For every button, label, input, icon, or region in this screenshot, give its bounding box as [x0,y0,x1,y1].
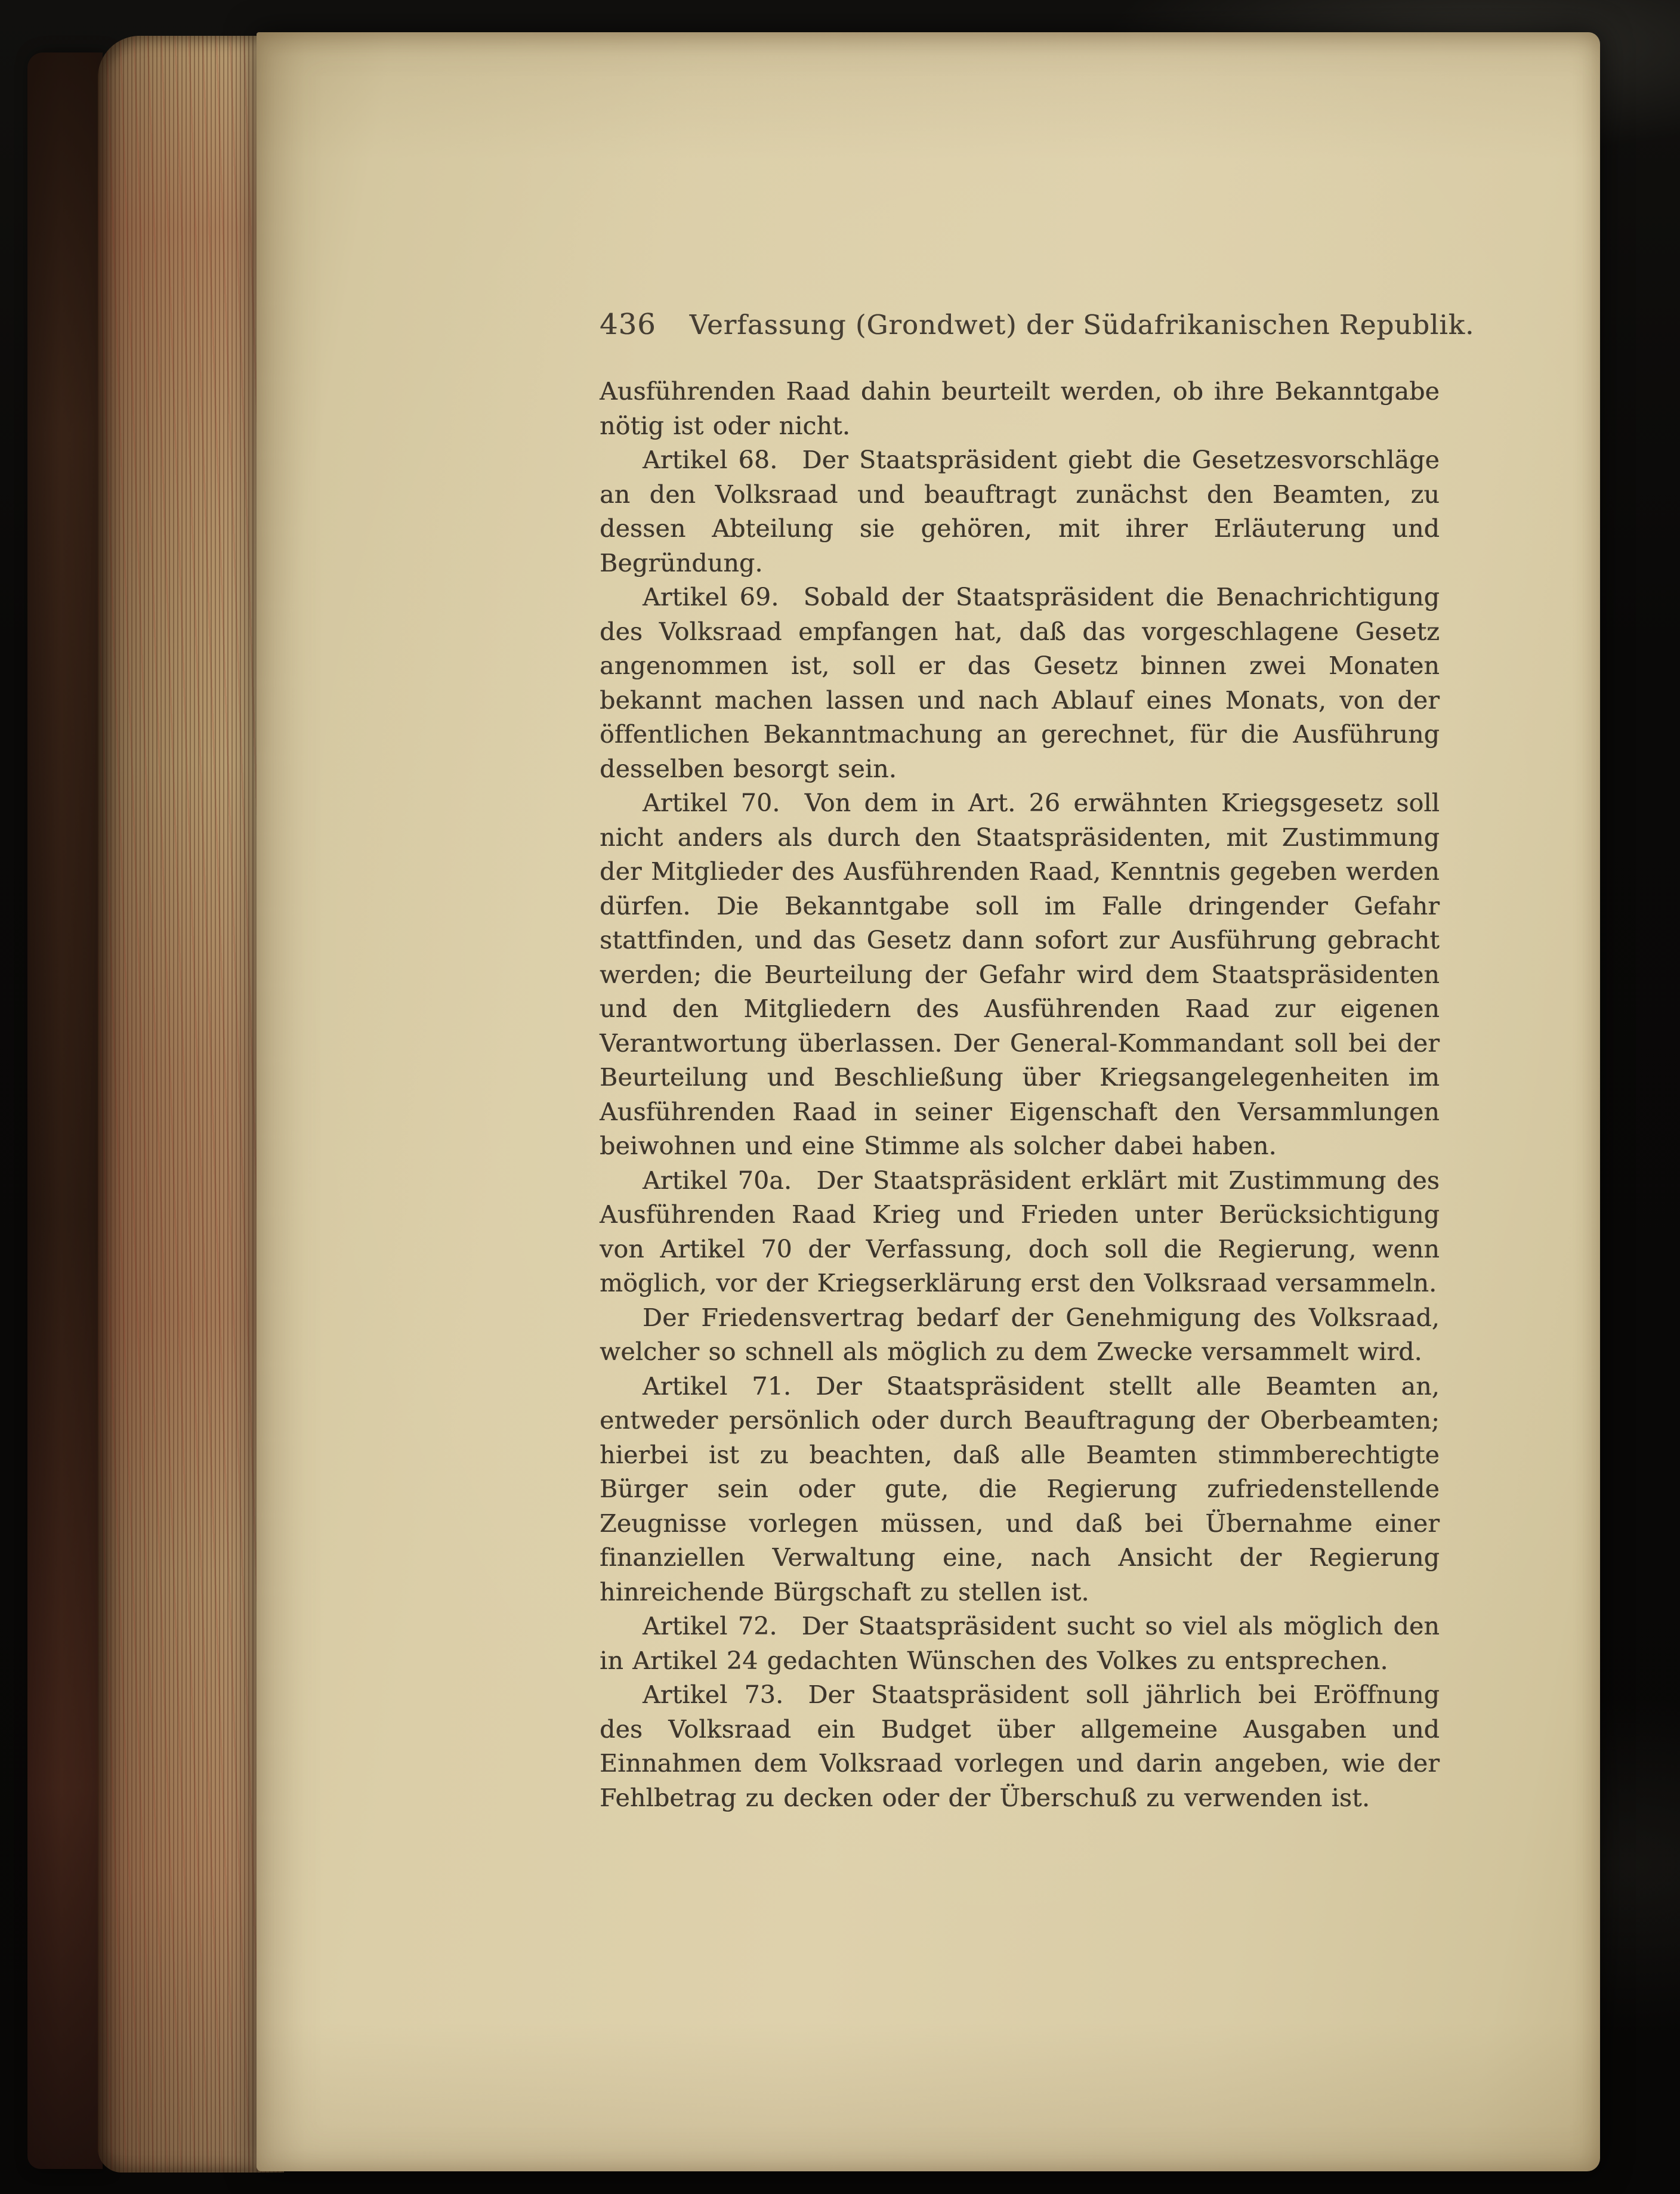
running-title: Verfassung (Grondwet) der Südafrikanischen Republik. [689,309,1475,341]
page-text-block [600,308,1475,1815]
paragraph: Artikel 70. Von dem in Art. 26 erwähnten Kriegsgesetz soll nicht anders als durch den Staatspräsidenten, mit Zustimmung der Mitglieder des Ausführenden Raad, Kenntnis gegeben werden dürfen. Die Bekanntgabe soll im Falle dringender Gefahr stattfinden, und das Gesetz dann sofort zur Ausführung gebracht werden; die Beurteilung der Gefahr wird dem Staatspräsidenten und den Mitgliedern des Ausführenden Raad zur eigenen Verantwortung überlassen. Der General-Kommandant soll bei der Beurteilung und Beschließung über Kriegsangelegenheiten im Ausführenden Raad in seiner Eigenschaft den Versammlungen beiwohnen und eine Stimme als solcher dabei haben. [600,789,1440,1160]
book-spine [27,52,103,2169]
paragraph: Artikel 68. Der Staatspräsident giebt die Gesetzesvorschläge an den Volksraad und beauftragt zunächst den Beamten, zu dessen Abteilung sie gehören, mit ihrer Erläuterung und Begründung. [600,446,1440,577]
page-body [600,375,1440,1815]
paragraph: Artikel 71. Der Staatspräsident stellt alle Beamten an, entweder persönlich oder durch Beauftragung der Oberbeamten; hierbei ist zu beachten, daß alle Beamten stimmberechtigte Bürger sein oder gute, die Regierung zufriedenstellende Zeugnisse vorlegen müssen, und daß bei Übernahme einer finanziellen Verwaltung eine, nach Ansicht der Regierung hinreichende Bürgschaft zu stellen ist. [600,1371,1440,1606]
page-number: 436 [600,308,656,341]
paragraph: Der Friedensvertrag bedarf der Genehmigung des Volksraad, welcher so schnell als möglich zu dem Zwecke versammelt wird. [600,1303,1440,1366]
running-header [600,308,1475,341]
paragraph: Artikel 70a. Der Staatspräsident erklärt mit Zustimmung des Ausführenden Raad Krieg und Frieden unter Berücksichtigung von Artikel 70 der Verfassung, doch soll die Regierung, wenn möglich, vor der Kriegserklärung erst den Volksraad versammeln. [600,1166,1440,1297]
paragraph: Artikel 72. Der Staatspräsident sucht so viel als möglich den in Artikel 24 gedachten Wünschen des Volkes zu entsprechen. [600,1612,1440,1675]
book-page [257,32,1600,2171]
paragraph: Artikel 73. Der Staatspräsident soll jährlich bei Eröffnung des Volksraad ein Budget über allgemeine Ausgaben und Einnahmen dem Volksraad vorlegen und darin angeben, wie der Fehlbetrag zu decken oder der Überschuß zu verwenden ist. [600,1680,1440,1812]
paragraph: Artikel 69. Sobald der Staatspräsident die Benachrichtigung des Volksraad empfangen hat, daß das vorgeschlagene Gesetz angenommen ist, soll er das Gesetz binnen zwei Monaten bekannt machen lassen und nach Ablauf eines Monats, von der öffentlichen Bekanntmachung an gerechnet, für die Ausführung desselben besorgt sein. [600,583,1440,783]
paragraph: Ausführenden Raad dahin beurteilt werden, ob ihre Bekanntgabe nötig ist oder nicht. [600,377,1440,440]
